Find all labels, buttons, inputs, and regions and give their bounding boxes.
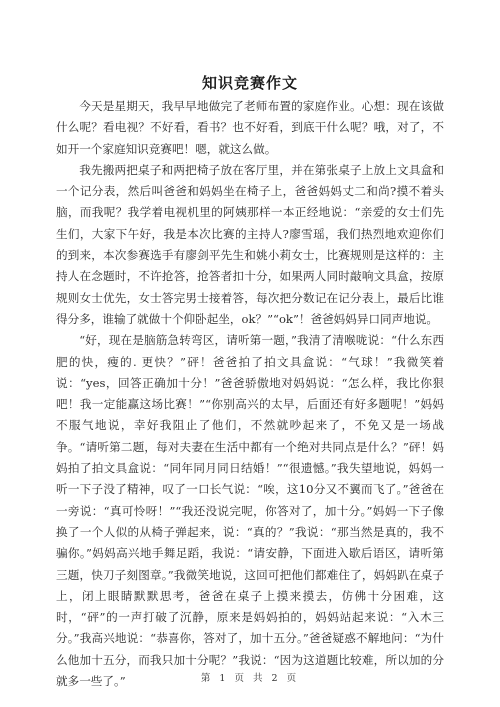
page-number-footer: 第 1 页 共 2 页	[200, 673, 300, 684]
paragraph-2: 我先搬两把桌子和两把椅子放在客厅里，并在第张桌子上放上文具盒和一个记分表，然后叫爸爸和妈妈坐在椅子上，爸爸妈妈丈二和尚?摸不着头脑，而我呢？我学着电视机里的阿姨那样一本正经地说：“亲爱的女士们先生们，大家下午好，我是本次比赛的主持人?廖雪瑶，我们热烈地欢迎你们的到来，本次参赛选手有廖剑平先生和姚小莉女士，比赛规则是这样的：主持人在念题时，不许抢答，抢答者扣十分，如果两人同时敲响文具盒，按原规则女士优先，女士答完男士接着答，每次把分数记在记分表上，最后比谁得分多，谁输了就做十个仰卧起坐，ok？”“ok”！爸爸妈妈异口同声地说。	[56, 162, 444, 326]
document-title: 知识竞赛作文	[201, 74, 298, 92]
document-body	[56, 96, 444, 692]
paragraph-3: “好，现在是脑筋急转弯区，请听第一题，”我清了清喉咙说：“什么东西肥的快，瘦的. 更快？”砰！爸爸拍了拍文具盒说：“气球！”我微笑着说：“yes，回答正确加十分！”爸爸骄傲地对妈妈说：“怎么样，我比你狠吧！我一定能赢这场比赛！”“你别高兴的太早，后面还有好多题呢！”妈妈不服气地说，幸好我阻止了他们，不然就吵起来了，不免又是一场战争。“请听第二题，每对夫妻在生活中都有一个绝对共同点是什么？”砰！妈妈拍了拍文具盒说：“同年同月同日结婚！”“很遗憾。”我失望地说，妈妈一听一下子没了精神，叹了一口长气说：“唉，这10分又不翼而飞了。”爸爸在一旁说：“真可怜呀！”“我还没说完呢，你答对了，加十分。”妈妈一下子像换了一个人似的从椅子弹起来，说：“真的？”我说：“那当然是真的，我不骗你。”妈妈高兴地手舞足蹈，我说：“请安静，下面进入歇后语区，请听第三题，快刀子刻图章。”我微笑地说，这回可把他们都难住了，妈妈趴在桌子上，闭上眼睛默默思考，爸爸在桌子上摸来摸去，仿佛十分困难，这时，“砰”的一声打破了沉静，原来是妈妈拍的，妈妈站起来说：“入木三分。”我高兴地说：“恭喜你，答对了，加十五分。”爸爸疑惑不解地问：“为什么他加十五分，而我只加十分呢？”我说：“因为这道题比较难，所以加的分就多一些了。”	[56, 333, 444, 689]
paragraph-1: 今天是星期天，我早早地做完了老师布置的家庭作业。心想：现在该做什么呢？看电视？不好看，看书？也不好看，到底干什么呢？哦，对了，不如开一个家庭知识竞赛吧！嗯，就这么做。	[56, 99, 444, 156]
